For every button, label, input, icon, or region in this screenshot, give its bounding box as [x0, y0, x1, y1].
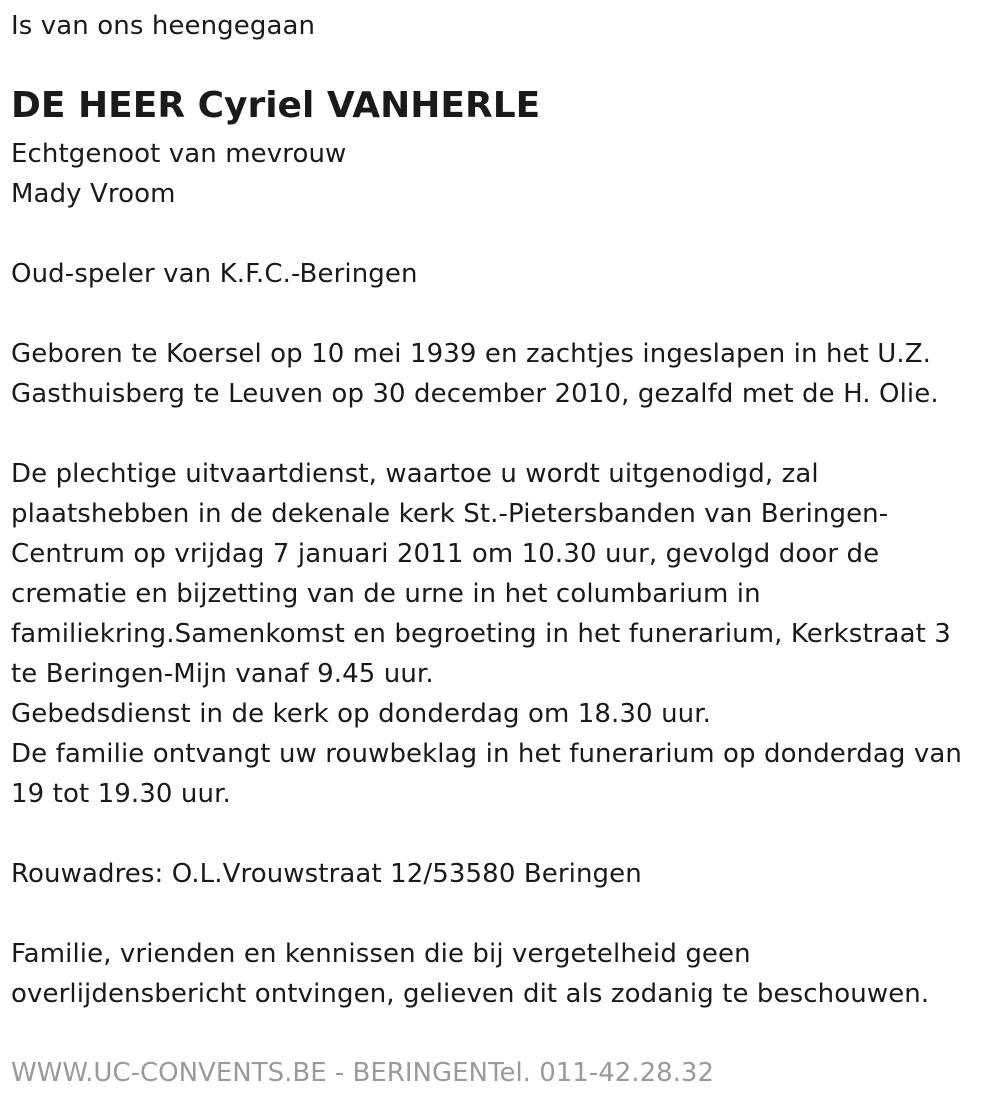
notice-line-2: overlijdensbericht ontvingen, gelieven dit als zodanig te beschouwen.: [11, 979, 930, 1009]
birth-line-1: Geboren te Koersel op 10 mei 1939 en zachtjes ingeslapen in het U.Z.: [11, 339, 932, 369]
ceremony-line: plaatshebben in de dekenale kerk St.-Pietersbanden van Beringen-: [11, 499, 889, 529]
intro-text: Is van ons heengegaan: [11, 11, 316, 41]
address-section: [11, 854, 642, 894]
ceremony-line: De familie ontvangt uw rouwbeklag in het funerarium op donderdag van: [11, 739, 962, 769]
ceremony-line: Centrum op vrijdag 7 januari 2011 om 10.30 uur, gevolgd door de: [11, 539, 880, 569]
deceased-name: DE HEER Cyriel VANHERLE: [11, 85, 541, 126]
ceremony-line: 19 tot 19.30 uur.: [11, 779, 231, 809]
club-line: Oud-speler van K.F.C.-Beringen: [11, 259, 418, 289]
ceremony-line: De plechtige uitvaartdienst, waartoe u wordt uitgenodigd, zal: [11, 459, 819, 489]
ceremony-line: te Beringen-Mijn vanaf 9.45 uur.: [11, 659, 434, 689]
birth-line-2: Gasthuisberg te Leuven op 30 december 2010, gezalfd met de H. Olie.: [11, 379, 939, 409]
ceremony-section: [11, 454, 962, 814]
spouse-line-1: Echtgenoot van mevrouw: [11, 139, 347, 169]
birth-section: [11, 334, 939, 414]
address-line: Rouwadres: O.L.Vrouwstraat 12/53580 Beringen: [11, 859, 642, 889]
ceremony-line: familiekring.Samenkomst en begroeting in het funerarium, Kerkstraat 3: [11, 619, 951, 649]
spouse-section: [11, 134, 346, 214]
club-section: [11, 254, 418, 294]
ceremony-line: Gebedsdienst in de kerk op donderdag om 18.30 uur.: [11, 699, 711, 729]
ceremony-line: crematie en bijzetting van de urne in het columbarium in: [11, 579, 761, 609]
footer-contact: WWW.UC-CONVENTS.BE - BERINGENTel. 011-42.28.32: [11, 1058, 715, 1088]
spouse-line-2: Mady Vroom: [11, 179, 176, 209]
notice-section: [11, 934, 929, 1014]
notice-line-1: Familie, vrienden en kennissen die bij vergetelheid geen: [11, 939, 751, 969]
